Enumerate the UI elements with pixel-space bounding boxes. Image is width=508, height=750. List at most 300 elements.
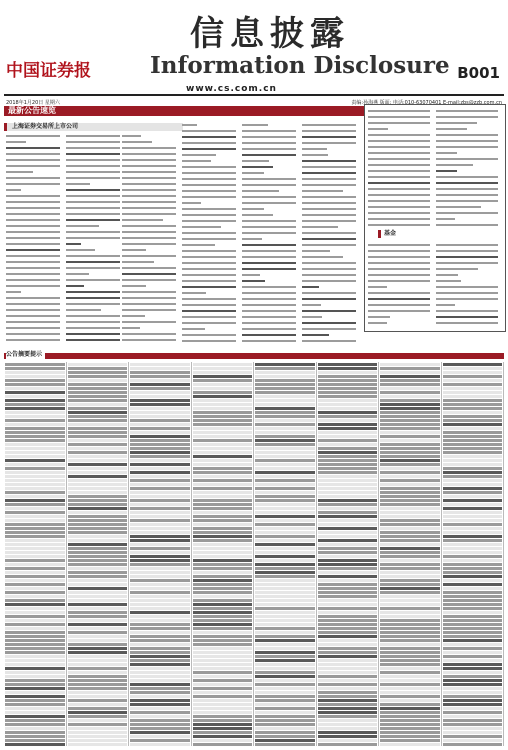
table-row	[380, 363, 440, 366]
table-row	[68, 507, 128, 510]
table-row	[68, 663, 128, 666]
table-row	[443, 675, 503, 678]
table-row	[193, 403, 253, 406]
table-row	[68, 367, 128, 370]
table-row	[318, 527, 378, 530]
table-row	[193, 739, 253, 742]
table-row	[380, 675, 440, 678]
table-row	[443, 435, 503, 438]
table-row	[130, 427, 190, 430]
table-row	[130, 563, 190, 566]
table-row	[443, 523, 503, 526]
table-row	[443, 371, 503, 374]
table-row	[5, 595, 65, 598]
table-row	[380, 631, 440, 634]
table-row	[443, 627, 503, 630]
table-row	[318, 379, 378, 382]
table-row	[443, 567, 503, 570]
table-row	[380, 423, 440, 426]
table-row	[5, 395, 65, 398]
table-row	[130, 543, 190, 546]
table-row	[68, 603, 128, 606]
table-row	[318, 399, 378, 402]
text-line	[242, 338, 298, 344]
table-row	[5, 387, 65, 390]
table-row	[68, 423, 128, 426]
table-row	[193, 607, 253, 610]
table-row	[130, 743, 190, 746]
table-row	[193, 579, 253, 582]
table-row	[5, 375, 65, 378]
table-row	[443, 559, 503, 562]
table-row	[130, 559, 190, 562]
table-row	[68, 551, 128, 554]
table-row	[255, 723, 315, 726]
date-line: 2018年1月20日 星期六	[6, 100, 60, 106]
table-row	[318, 483, 378, 486]
table-row	[68, 595, 128, 598]
table-row	[443, 463, 503, 466]
table-row	[443, 519, 503, 522]
table-row	[130, 571, 190, 574]
table-row	[318, 727, 378, 730]
table-row	[5, 647, 65, 650]
table-row	[380, 639, 440, 642]
table-row	[130, 555, 190, 558]
table-row	[193, 675, 253, 678]
table-row	[130, 463, 190, 466]
table-row	[193, 523, 253, 526]
table-row	[380, 459, 440, 462]
table-row	[255, 391, 315, 394]
table-row	[443, 655, 503, 658]
table-row	[318, 635, 378, 638]
table-row	[130, 511, 190, 514]
table-row	[193, 531, 253, 534]
table-row	[68, 687, 128, 690]
table-row	[130, 443, 190, 446]
table-row	[5, 379, 65, 382]
table-row	[318, 695, 378, 698]
table-row	[443, 639, 503, 642]
table-row	[193, 471, 253, 474]
table-row	[130, 715, 190, 718]
table-row	[318, 523, 378, 526]
text-column-2	[66, 133, 122, 345]
table-row	[193, 707, 253, 710]
table-row	[130, 723, 190, 726]
table-row	[5, 671, 65, 674]
table-row	[318, 739, 378, 742]
table-row	[255, 575, 315, 578]
table-row	[318, 719, 378, 722]
table-row	[443, 703, 503, 706]
table-row	[443, 499, 503, 502]
table-row	[193, 575, 253, 578]
text-line	[302, 338, 358, 344]
table-row	[193, 691, 253, 694]
table-row	[5, 471, 65, 474]
table-row	[443, 651, 503, 654]
table-row	[130, 407, 190, 410]
table-row	[130, 635, 190, 638]
table-row	[130, 483, 190, 486]
table-row	[318, 675, 378, 678]
table-row	[443, 679, 503, 682]
table-row	[318, 575, 378, 578]
table-row	[193, 527, 253, 530]
table-row	[193, 723, 253, 726]
table-row	[68, 471, 128, 474]
table-row	[5, 551, 65, 554]
table-row	[318, 495, 378, 498]
table-row	[318, 551, 378, 554]
table-row	[380, 511, 440, 514]
table-column	[254, 362, 317, 746]
text-column-10	[436, 242, 500, 326]
table-row	[5, 571, 65, 574]
table-row	[68, 691, 128, 694]
table-row	[380, 515, 440, 518]
table-row	[130, 663, 190, 666]
table-row	[5, 431, 65, 434]
table-row	[193, 735, 253, 738]
table-row	[255, 499, 315, 502]
table-row	[380, 483, 440, 486]
table-row	[68, 659, 128, 662]
table-row	[68, 711, 128, 714]
table-row	[68, 499, 128, 502]
table-row	[193, 423, 253, 426]
table-row	[193, 447, 253, 450]
table-row	[68, 591, 128, 594]
table-row	[380, 431, 440, 434]
table-row	[443, 607, 503, 610]
table-row	[193, 663, 253, 666]
table-row	[255, 423, 315, 426]
table-row	[380, 443, 440, 446]
table-row	[318, 411, 378, 414]
table-row	[255, 563, 315, 566]
table-row	[68, 571, 128, 574]
table-row	[380, 603, 440, 606]
table-row	[193, 383, 253, 386]
table-row	[68, 559, 128, 562]
table-row	[193, 407, 253, 410]
table-row	[318, 687, 378, 690]
table-row	[380, 715, 440, 718]
table-row	[255, 695, 315, 698]
table-row	[443, 555, 503, 558]
table-row	[68, 715, 128, 718]
table-row	[318, 371, 378, 374]
table-row	[255, 687, 315, 690]
table-row	[318, 663, 378, 666]
table-row	[193, 639, 253, 642]
table-row	[5, 487, 65, 490]
table-row	[443, 447, 503, 450]
table-row	[68, 435, 128, 438]
table-row	[193, 727, 253, 730]
table-row	[380, 547, 440, 550]
table-row	[5, 503, 65, 506]
table-row	[5, 423, 65, 426]
table-row	[443, 527, 503, 530]
table-row	[130, 683, 190, 686]
table-row	[130, 591, 190, 594]
table-row	[5, 691, 65, 694]
table-row	[68, 515, 128, 518]
table-row	[5, 575, 65, 578]
table-row	[318, 423, 378, 426]
table-row	[130, 487, 190, 490]
table-row	[5, 563, 65, 566]
table-row	[255, 455, 315, 458]
table-row	[130, 515, 190, 518]
table-row	[68, 527, 128, 530]
table-row	[380, 375, 440, 378]
table-row	[380, 531, 440, 534]
table-row	[68, 511, 128, 514]
table-row	[130, 675, 190, 678]
table-row	[443, 467, 503, 470]
table-row	[68, 555, 128, 558]
table-row	[130, 379, 190, 382]
table-row	[380, 519, 440, 522]
table-row	[5, 415, 65, 418]
table-row	[255, 643, 315, 646]
table-row	[255, 447, 315, 450]
table-row	[318, 683, 378, 686]
table-row	[380, 467, 440, 470]
table-row	[380, 711, 440, 714]
table-column	[317, 362, 380, 746]
table-row	[193, 427, 253, 430]
table-row	[255, 659, 315, 662]
table-row	[443, 387, 503, 390]
table-row	[5, 599, 65, 602]
table-row	[193, 715, 253, 718]
table-row	[5, 483, 65, 486]
table-row	[193, 659, 253, 662]
table-row	[380, 407, 440, 410]
table-row	[380, 507, 440, 510]
table-row	[443, 671, 503, 674]
text-line	[122, 337, 178, 343]
table-row	[193, 395, 253, 398]
table-row	[255, 547, 315, 550]
table-row	[5, 707, 65, 710]
table-row	[318, 403, 378, 406]
table-row	[318, 391, 378, 394]
table-row	[130, 479, 190, 482]
table-row	[68, 479, 128, 482]
table-row	[255, 495, 315, 498]
table-row	[318, 419, 378, 422]
table-row	[193, 459, 253, 462]
table-row	[68, 503, 128, 506]
table-row	[318, 519, 378, 522]
table-row	[255, 655, 315, 658]
table-row	[318, 611, 378, 614]
table-row	[443, 403, 503, 406]
table-row	[68, 403, 128, 406]
table-row	[255, 507, 315, 510]
table-row	[443, 383, 503, 386]
table-row	[255, 463, 315, 466]
table-row	[193, 731, 253, 734]
section-bar	[4, 106, 364, 116]
table-row	[380, 563, 440, 566]
table-row	[380, 411, 440, 414]
table-row	[443, 515, 503, 518]
table-row	[318, 387, 378, 390]
table-row	[5, 383, 65, 386]
table-row	[130, 703, 190, 706]
table-row	[443, 735, 503, 738]
table-row	[130, 439, 190, 442]
table-row	[130, 499, 190, 502]
table-row	[255, 703, 315, 706]
table-row	[68, 647, 128, 650]
table-row	[318, 439, 378, 442]
text-column-1	[6, 133, 62, 345]
table-row	[68, 387, 128, 390]
table-row	[380, 719, 440, 722]
contact-line: 责编:孙海燕 版面: 电话:010-63070401 E-mail:zbs@zzb.com.cn	[351, 100, 502, 106]
table-row	[130, 535, 190, 538]
text-line	[182, 338, 238, 344]
table-row	[318, 587, 378, 590]
table-row	[380, 735, 440, 738]
table-row	[443, 419, 503, 422]
table-row	[255, 535, 315, 538]
table-row	[380, 451, 440, 454]
table-row	[193, 547, 253, 550]
table-row	[130, 367, 190, 370]
table-row	[5, 439, 65, 442]
table-row	[193, 515, 253, 518]
table-row	[318, 659, 378, 662]
table-row	[318, 559, 378, 562]
table-row	[68, 587, 128, 590]
subsection-heading-fund: 基金	[384, 230, 397, 237]
table-row	[318, 563, 378, 566]
table-row	[318, 443, 378, 446]
table-row	[380, 595, 440, 598]
table-row	[193, 643, 253, 646]
table-row	[380, 523, 440, 526]
table-row	[130, 691, 190, 694]
table-row	[193, 479, 253, 482]
table-row	[443, 423, 503, 426]
table-row	[318, 459, 378, 462]
table-row	[130, 599, 190, 602]
table-row	[68, 639, 128, 642]
table-row	[443, 475, 503, 478]
table-row	[318, 363, 378, 366]
table-row	[380, 371, 440, 374]
table-row	[5, 427, 65, 430]
text-line	[436, 222, 500, 228]
table-row	[380, 427, 440, 430]
table-row	[255, 387, 315, 390]
table-row	[318, 607, 378, 610]
table-row	[193, 435, 253, 438]
table-row	[68, 399, 128, 402]
table-row	[130, 695, 190, 698]
table-row	[5, 367, 65, 370]
table-row	[193, 415, 253, 418]
website-url[interactable]: www.cs.com.cn	[186, 84, 277, 94]
table-row	[130, 679, 190, 682]
table-row	[380, 691, 440, 694]
table-row	[193, 367, 253, 370]
table-row	[68, 487, 128, 490]
table-row	[68, 475, 128, 478]
table-row	[130, 583, 190, 586]
table-row	[68, 743, 128, 746]
table-row	[193, 467, 253, 470]
table-row	[5, 631, 65, 634]
table-row	[193, 587, 253, 590]
table-row	[318, 571, 378, 574]
table-row	[255, 735, 315, 738]
table-row	[443, 599, 503, 602]
table-row	[5, 495, 65, 498]
table-row	[68, 723, 128, 726]
table-row	[130, 579, 190, 582]
table-row	[68, 731, 128, 734]
table-row	[380, 551, 440, 554]
table-row	[255, 635, 315, 638]
table-row	[443, 643, 503, 646]
table-row	[255, 379, 315, 382]
table-row	[255, 435, 315, 438]
table-row	[255, 699, 315, 702]
table-row	[193, 699, 253, 702]
table-row	[68, 459, 128, 462]
table-row	[255, 451, 315, 454]
table-row	[68, 719, 128, 722]
table-row	[5, 715, 65, 718]
table-row	[318, 475, 378, 478]
table-row	[443, 571, 503, 574]
table-row	[318, 595, 378, 598]
table-row	[380, 607, 440, 610]
table-row	[443, 563, 503, 566]
table-row	[5, 399, 65, 402]
table-row	[318, 427, 378, 430]
table-row	[318, 471, 378, 474]
table-row	[380, 543, 440, 546]
table-row	[443, 431, 503, 434]
table-row	[380, 615, 440, 618]
table-row	[318, 535, 378, 538]
table-row	[68, 467, 128, 470]
table-row	[255, 459, 315, 462]
table-row	[443, 415, 503, 418]
table-row	[130, 551, 190, 554]
table-row	[255, 647, 315, 650]
table-row	[130, 735, 190, 738]
table-row	[380, 591, 440, 594]
table-row	[255, 619, 315, 622]
table-row	[5, 555, 65, 558]
table-row	[380, 687, 440, 690]
text-line	[66, 337, 122, 343]
table-header-bar	[4, 353, 504, 359]
